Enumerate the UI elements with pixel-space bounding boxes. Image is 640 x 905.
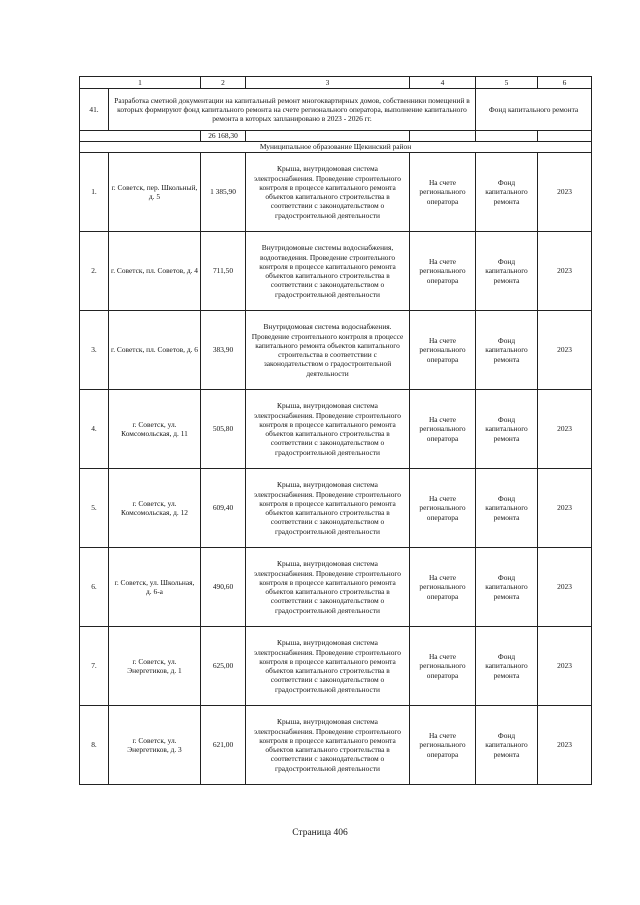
row-fund: Фонд капитального ремонта xyxy=(476,548,538,627)
row-works: Внутридомовые системы водоснабжения, водоотведения. Проведение строительного контроля в процессе капитального ремонта объектов капитального строительства в соответствии с законодательством о градостроительной деятельности xyxy=(246,232,410,311)
row-address: г. Советск, пл. Советов, д. 4 xyxy=(109,232,201,311)
row-year: 2023 xyxy=(538,548,592,627)
empty-cell xyxy=(476,131,538,142)
row-year: 2023 xyxy=(538,390,592,469)
row-number: 7. xyxy=(80,627,109,706)
section-total-row xyxy=(80,131,592,142)
section-41-row xyxy=(80,89,592,131)
section-description: Разработка сметной документации на капитальный ремонт многоквартирных домов, собственники помещений в которых формируют фонд капитального ремонта на счете регионального оператора, выполнение капитального ремонта в которых запланировано в 2023 - 2026 гг. xyxy=(109,89,476,131)
row-number: 2. xyxy=(80,232,109,311)
row-year: 2023 xyxy=(538,153,592,232)
row-area: 490,60 xyxy=(201,548,246,627)
row-account: На счете регионального оператора xyxy=(410,153,476,232)
header-cell-2: 2 xyxy=(201,77,246,89)
row-works: Крыша, внутридомовая система электроснабжения. Проведение строительного контроля в процессе капитального ремонта объектов капитального строительства в соответствии с законодательством о градостроительной деятельности xyxy=(246,390,410,469)
row-area: 621,00 xyxy=(201,706,246,785)
section-number: 41. xyxy=(80,89,109,131)
empty-cell xyxy=(80,131,201,142)
row-number: 1. xyxy=(80,153,109,232)
capital-repair-table xyxy=(79,76,592,785)
row-address: г. Советск, ул. Школьная, д. 6-а xyxy=(109,548,201,627)
row-year: 2023 xyxy=(538,232,592,311)
table-row xyxy=(80,627,592,706)
row-number: 3. xyxy=(80,311,109,390)
row-address: г. Советск, пл. Советов, д. 6 xyxy=(109,311,201,390)
row-year: 2023 xyxy=(538,311,592,390)
row-year: 2023 xyxy=(538,627,592,706)
district-name: Муниципальное образование Щекинский район xyxy=(80,142,592,153)
row-number: 5. xyxy=(80,469,109,548)
row-account: На счете регионального оператора xyxy=(410,469,476,548)
row-account: На счете регионального оператора xyxy=(410,706,476,785)
row-works: Крыша, внутридомовая система электроснабжения. Проведение строительного контроля в процессе капитального ремонта объектов капитального строительства в соответствии с законодательством о градостроительной деятельности xyxy=(246,548,410,627)
table-row xyxy=(80,311,592,390)
row-area: 383,90 xyxy=(201,311,246,390)
table-row xyxy=(80,153,592,232)
row-works: Крыша, внутридомовая система электроснабжения. Проведение строительного контроля в процессе капитального ремонта объектов капитального строительства в соответствии с законодательством о градостроительной деятельности xyxy=(246,469,410,548)
table-row xyxy=(80,706,592,785)
row-address: г. Советск, ул. Комсомольская, д. 12 xyxy=(109,469,201,548)
table-row xyxy=(80,232,592,311)
row-area: 711,50 xyxy=(201,232,246,311)
empty-cell xyxy=(410,131,476,142)
row-area: 625,00 xyxy=(201,627,246,706)
header-cell-1: 1 xyxy=(80,77,201,89)
row-area: 1 385,90 xyxy=(201,153,246,232)
row-area: 609,40 xyxy=(201,469,246,548)
row-fund: Фонд капитального ремонта xyxy=(476,390,538,469)
row-account: На счете регионального оператора xyxy=(410,311,476,390)
row-number: 4. xyxy=(80,390,109,469)
row-account: На счете регионального оператора xyxy=(410,548,476,627)
row-address: г. Советск, ул. Энергетиков, д. 3 xyxy=(109,706,201,785)
row-fund: Фонд капитального ремонта xyxy=(476,232,538,311)
table-row xyxy=(80,548,592,627)
district-row xyxy=(80,142,592,153)
row-account: На счете регионального оператора xyxy=(410,232,476,311)
table-row xyxy=(80,390,592,469)
row-fund: Фонд капитального ремонта xyxy=(476,311,538,390)
row-account: На счете регионального оператора xyxy=(410,390,476,469)
row-fund: Фонд капитального ремонта xyxy=(476,153,538,232)
row-fund: Фонд капитального ремонта xyxy=(476,627,538,706)
row-fund: Фонд капитального ремонта xyxy=(476,469,538,548)
empty-cell xyxy=(538,131,592,142)
empty-cell xyxy=(246,131,410,142)
row-address: г. Советск, ул. Комсомольская, д. 11 xyxy=(109,390,201,469)
header-cell-5: 5 xyxy=(476,77,538,89)
page-number: Страница 406 xyxy=(292,828,348,838)
row-works: Крыша, внутридомовая система электроснабжения. Проведение строительного контроля в процессе капитального ремонта объектов капитального строительства в соответствии с законодательством о градостроительной деятельности xyxy=(246,153,410,232)
row-account: На счете регионального оператора xyxy=(410,627,476,706)
row-works: Крыша, внутридомовая система электроснабжения. Проведение строительного контроля в процессе капитального ремонта объектов капитального строительства в соответствии с законодательством о градостроительной деятельности xyxy=(246,627,410,706)
column-number-row xyxy=(80,77,592,89)
row-address: г. Советск, ул. Энергетиков, д. 1 xyxy=(109,627,201,706)
row-year: 2023 xyxy=(538,469,592,548)
section-fund: Фонд капитального ремонта xyxy=(476,89,592,131)
row-area: 505,80 xyxy=(201,390,246,469)
row-number: 6. xyxy=(80,548,109,627)
row-number: 8. xyxy=(80,706,109,785)
row-works: Внутридомовая система водоснабжения. Проведение строительного контроля в процессе капитального ремонта объектов капитального строительства в соответствии с законодательством о градостроительной деятельности xyxy=(246,311,410,390)
header-cell-4: 4 xyxy=(410,77,476,89)
row-works: Крыша, внутридомовая система электроснабжения. Проведение строительного контроля в процессе капитального ремонта объектов капитального строительства в соответствии с законодательством о градостроительной деятельности xyxy=(246,706,410,785)
row-year: 2023 xyxy=(538,706,592,785)
table-row xyxy=(80,469,592,548)
section-total: 26 168,30 xyxy=(201,131,246,142)
header-cell-3: 3 xyxy=(246,77,410,89)
header-cell-6: 6 xyxy=(538,77,592,89)
row-address: г. Советск, пер. Школьный, д. 5 xyxy=(109,153,201,232)
row-fund: Фонд капитального ремонта xyxy=(476,706,538,785)
